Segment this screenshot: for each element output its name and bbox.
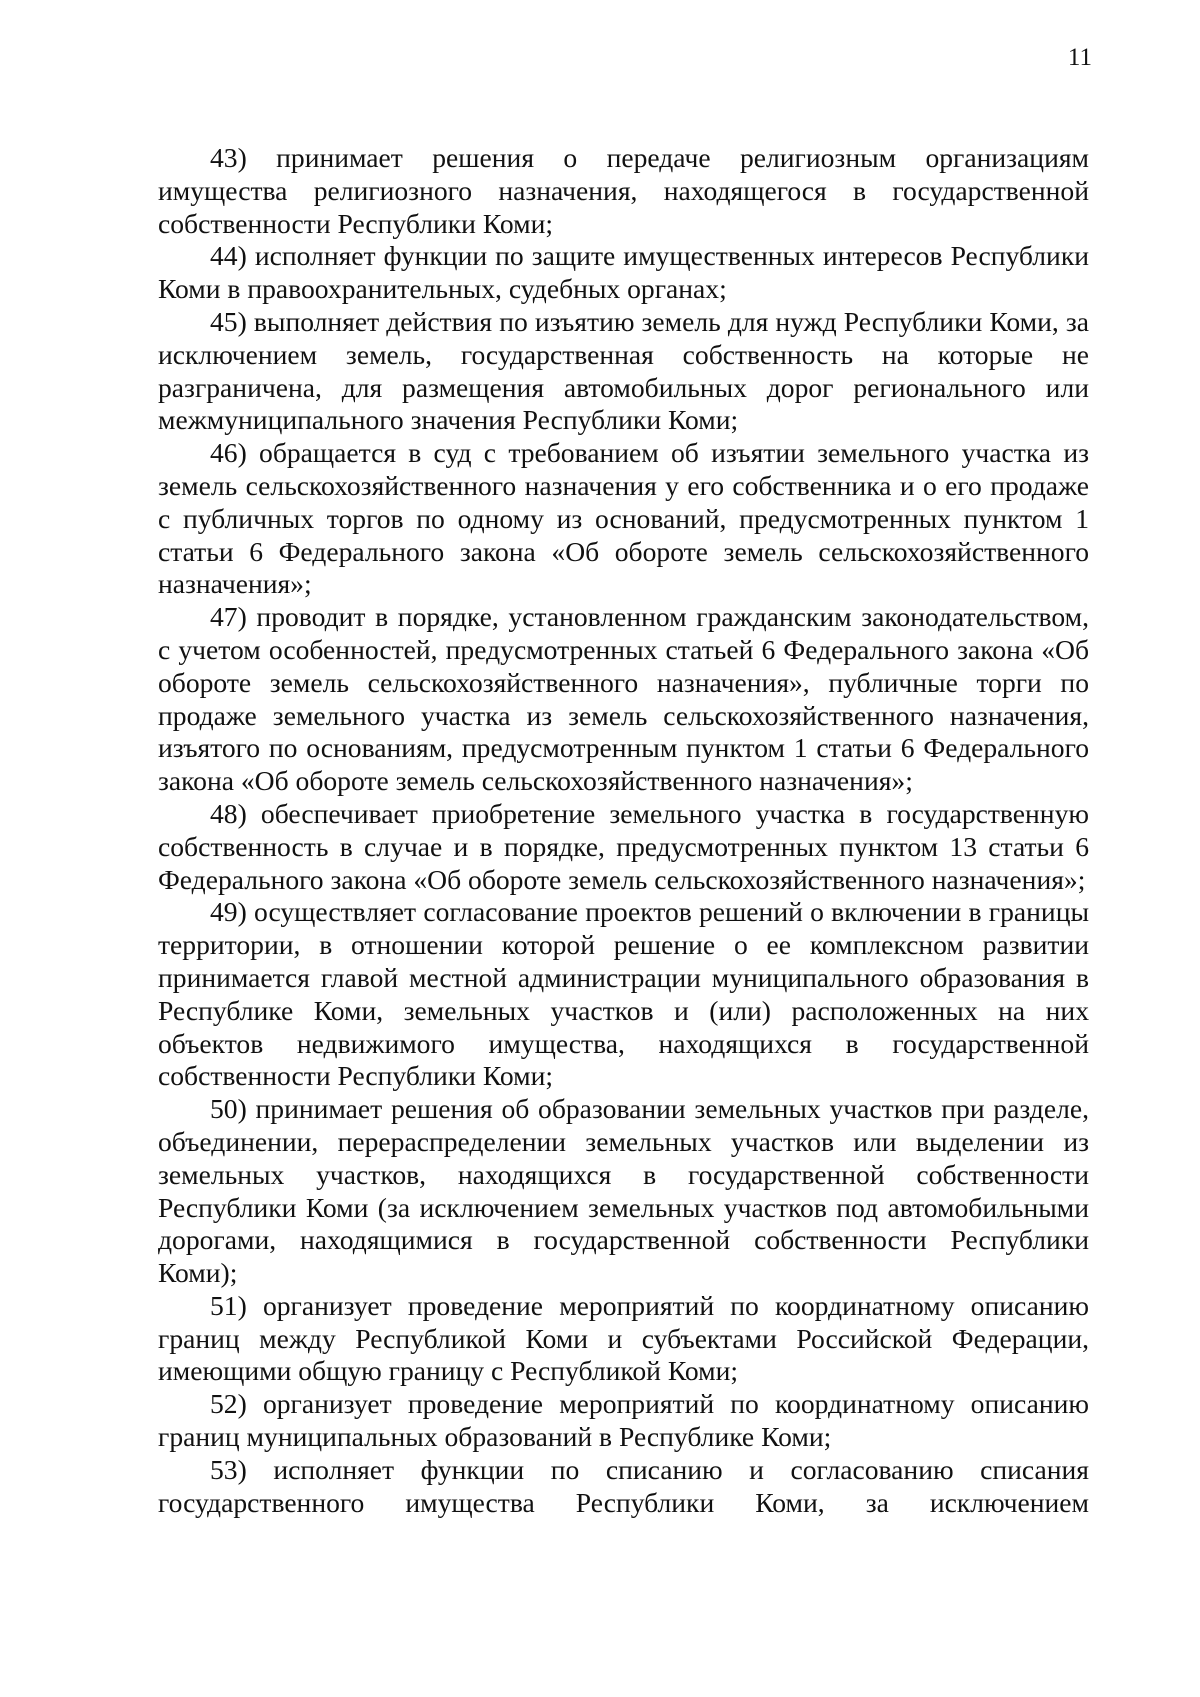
paragraph-51: 51) организует проведение мероприятий по координатному описанию границ между Республикой Коми и субъектами Российской Федерации, имеющими общую границу с Республикой Коми; xyxy=(158,1289,1089,1387)
paragraph-46: 46) обращается в суд с требованием об изъятии земельного участка из земель сельскохозяйственного назначения у его собственника и о его продаже с публичных торгов по одному из оснований, предусмотренных пунктом 1 статьи 6 Федерального закона «Об обороте земель сельскохозяйственного назначения»; xyxy=(158,437,1089,600)
paragraph-53: 53) исполняет функции по списанию и согласованию списания государственного имущества Республики Коми, за исключением xyxy=(158,1453,1089,1518)
page-number: 11 xyxy=(1067,44,1092,71)
paragraph-49: 49) осуществляет согласование проектов решений о включении в границы территории, в отношении которой решение о ее комплексном развитии принимается главой местной администрации муниципального образования в Республике Коми, земельных участков и (или) расположенных на них объектов недвижимого имущества, находящихся в государственной собственности Республики Коми; xyxy=(158,896,1089,1092)
paragraph-48: 48) обеспечивает приобретение земельного участка в государственную собственность в случае и в порядке, предусмотренных пунктом 13 статьи 6 Федерального закона «Об обороте земель сельскохозяйственного назначения»; xyxy=(158,797,1089,895)
paragraph-50: 50) принимает решения об образовании земельных участков при разделе, объединении, перераспределении земельных участков или выделении из земельных участков, находящихся в государственной собственности Республики Коми (за исключением земельных участков под автомобильными дорогами, находящимися в государственной собственности Республики Коми); xyxy=(158,1093,1089,1289)
paragraph-47: 47) проводит в порядке, установленном гражданским законодательством, с учетом особенностей, предусмотренных статьей 6 Федерального закона «Об обороте земель сельскохозяйственного назначения», публичные торги по продаже земельного участка из земель сельскохозяйственного назначения, изъятого по основаниям, предусмотренным пунктом 1 статьи 6 Федерального закона «Об обороте земель сельскохозяйственного назначения»; xyxy=(158,601,1089,797)
paragraph-52: 52) организует проведение мероприятий по координатному описанию границ муниципальных образований в Республике Коми; xyxy=(158,1388,1089,1453)
paragraph-44: 44) исполняет функции по защите имущественных интересов Республики Коми в правоохранительных, судебных органах; xyxy=(158,240,1089,305)
paragraph-43: 43) принимает решения о передаче религиозным организациям имущества религиозного назначения, находящегося в государственной собственности Республики Коми; xyxy=(158,142,1089,239)
document-body xyxy=(158,142,1089,1519)
paragraph-45: 45) выполняет действия по изъятию земель для нужд Республики Коми, за исключением земель, государственная собственность на которые не разграничена, для размещения автомобильных дорог регионального или межмуниципального значения Республики Коми; xyxy=(158,305,1089,436)
